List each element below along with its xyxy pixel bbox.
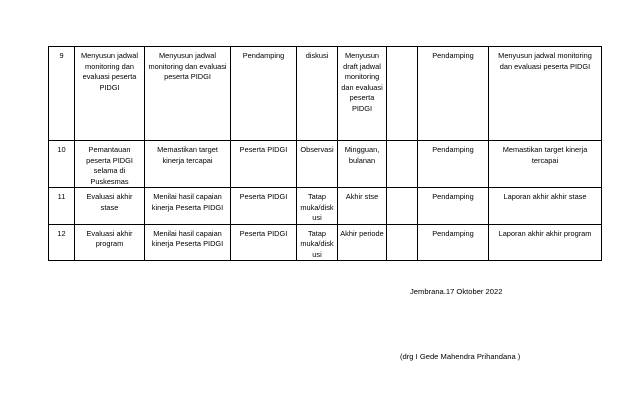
cell-no: 11 [49,188,75,225]
cell-tujuan: Menilai hasil capaian kinerja Peserta PIDGI [145,224,231,261]
cell-no: 10 [49,141,75,188]
cell-kegiatan: Pemantauan peserta PIDGI selama di Puskesmas [75,141,145,188]
cell-waktu: Mingguan, bulanan [338,141,387,188]
cell-blank [387,141,418,188]
cell-hasil: Memastikan target kinerja tercapai [489,141,602,188]
cell-kegiatan: Evaluasi akhir stase [75,188,145,225]
cell-pelaksana: Pendamping [418,47,489,141]
cell-kegiatan: Menyusun jadwal monitoring dan evaluasi peserta PIDGI [75,47,145,141]
cell-pelaksana: Pendamping [418,224,489,261]
cell-metode: Tatap muka/disk usi [297,188,338,225]
cell-hasil: Laporan akhir akhir program [489,224,602,261]
cell-hasil: Menyusun jadwal monitoring dan evaluasi peserta PIDGI [489,47,602,141]
cell-waktu: Menyusun draft jadwal monitoring dan evaluasi peserta PIDGI [338,47,387,141]
cell-metode: Observasi [297,141,338,188]
cell-sasaran: Pendamping [231,47,297,141]
cell-pelaksana: Pendamping [418,188,489,225]
cell-waktu: Akhir periode [338,224,387,261]
cell-tujuan: Memastikan target kinerja tercapai [145,141,231,188]
cell-metode: diskusi [297,47,338,141]
cell-blank [387,188,418,225]
cell-sasaran: Peserta PIDGI [231,188,297,225]
cell-sasaran: Peserta PIDGI [231,141,297,188]
cell-blank [387,47,418,141]
cell-metode: Tatap muka/disk usi [297,224,338,261]
table-row [49,188,602,225]
cell-pelaksana: Pendamping [418,141,489,188]
table-row [49,47,602,141]
table-row [49,224,602,261]
cell-tujuan: Menilai hasil capaian kinerja Peserta PIDGI [145,188,231,225]
activity-table [48,46,602,261]
signatory-name: (drg I Gede Mahendra Prihandana ) [400,352,521,361]
table-row [49,141,602,188]
cell-hasil: Laporan akhir akhir stase [489,188,602,225]
cell-no: 9 [49,47,75,141]
cell-kegiatan: Evaluasi akhir program [75,224,145,261]
cell-tujuan: Menyusun jadwal monitoring dan evaluasi peserta PIDGI [145,47,231,141]
cell-blank [387,224,418,261]
cell-no: 12 [49,224,75,261]
cell-waktu: Akhir stse [338,188,387,225]
place-date: Jembrana.17 Oktober 2022 [410,287,503,296]
cell-sasaran: Peserta PIDGI [231,224,297,261]
